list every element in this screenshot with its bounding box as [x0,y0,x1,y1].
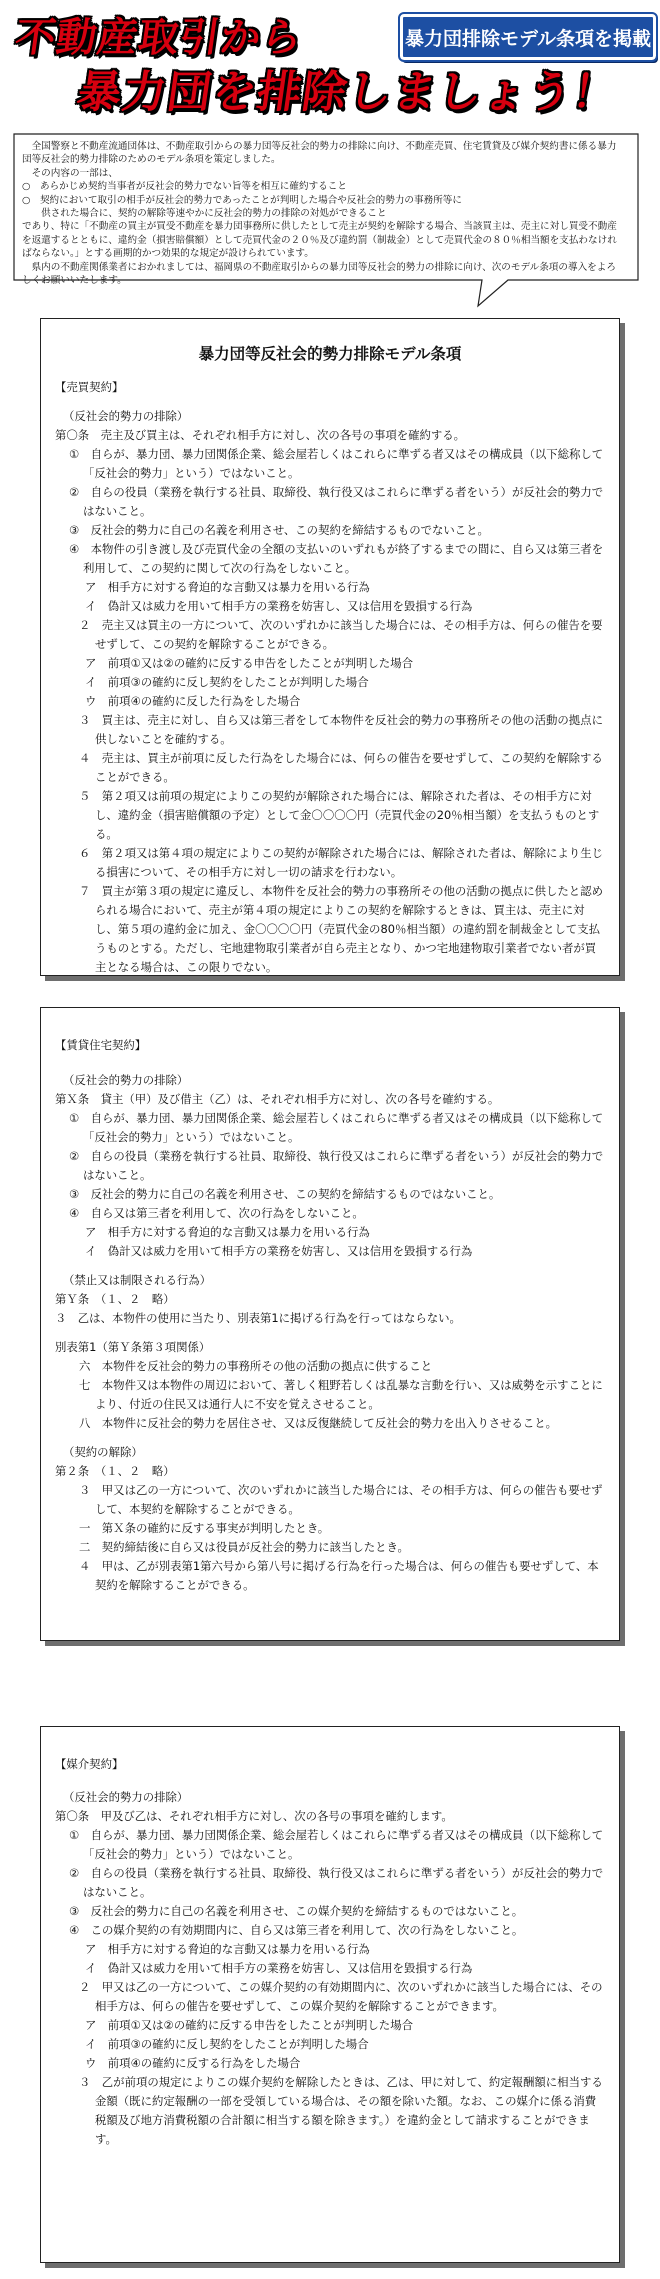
clause-line: ① 自らが、暴力団、暴力団関係企業、総会屋若しくはこれらに準ずる者又はその構成員（以下総称して「反社会的勢力」という）ではないこと。 [69,447,604,480]
clause-line: ② 自らの役員（業務を執行する社員、取締役、執行役又はこれらに準ずる者をいう）が反社会的勢力ではないこと。 [69,485,604,518]
clause-line: ウ 前項④の確約に反する行為をした場合 [85,2056,301,2070]
clause-heading: （禁止又は制限される行為） [63,1273,212,1287]
clause-line: ④ この媒介契約の有効期間内に、自ら又は第三者を利用して、次の行為をしないこと。 [69,1923,524,1937]
intro-text: 全国警察と不動産流通団体は、不動産取引からの暴力団等反社会的勢力の排除に向け、不動産売買、住宅賃貸及び媒介契約書に係る暴力団等反社会的勢力排除のためのモデル条項を策定しました。 その内容の一部は、 ○ あらかじめ契約当事者が反社会的勢力でない旨等を相互に確約すること ○ 契約において取引の相手が反社会的勢力であったことが判明した場合や反社会的勢力の事務所等に 供された場合に、契約の解除等速やかに反社会的勢力の排除の対処ができること であり、特に「不動産の買主が買受不動産を暴力団事務所に供したとして売主が契約を解除する場合、当該買主は、売主に対し買受不動産を返還するとともに、違約金（損害賠償額）として売買代金の２０％及び違約罰（制裁金）として売買代金の８０％相当額を支払わなければならない。」とする画期的かつ効果的な規定が設けられています。 県内の不動産関係業者におかれましては、福岡県の不動産取引からの暴力団等反社会的勢力の排除に向け、次のモデル条項の導入をよろしくお願いいたします。 [22,141,617,287]
clause-line: ④ 本物件の引き渡し及び売買代金の全額の支払いのいずれもが終了するまでの間に、自ら又は第三者を利用して、この契約に関して次の行為をしないこと。 [69,542,604,575]
clause-line: 七 本物件又は本物件の周辺において、著しく粗野若しくは乱暴な言動を行い、又は威勢を示すことにより、付近の住民又は通行人に不安を覚えさせること。 [79,1378,603,1411]
clause-heading: （反社会的勢力の排除） [63,1073,189,1087]
clause-line: 第Ｙ条 （１、２ 略） [55,1292,175,1306]
clause-line: 八 本物件に反社会的勢力を居住させ、又は反復継続して反社会的勢力を出入りさせること。 [79,1416,558,1430]
clause-line: イ 偽計又は威力を用いて相手方の業務を妨害し、又は信用を毀損する行為 [85,1961,473,1975]
clause-line: ア 相手方に対する脅迫的な言動又は暴力を用いる行為 [85,1942,370,1956]
clause-line: 一 第Ｘ条の確約に反する事実が判明したとき。 [79,1521,330,1535]
clause-line: ④ 自ら又は第三者を利用して、次の行為をしないこと。 [69,1206,364,1220]
clause-line: ６ 第２項又は第４項の規定によりこの契約が解除された場合には、解除された者は、解除により生じる損害について、その相手方に対し一切の請求を行わない。 [79,846,603,879]
clause-line: ３ 乙が前項の規定によりこの媒介契約を解除したときは、乙は、甲に対して、約定報酬額に相当する金額（既に約定報酬の一部を受領している場合は、その額を除いた額。なお、この媒介に係る消費税額及び地方消費税額の合計額に相当する額を除きます。）を違約金として請求することができます。 [79,2075,603,2146]
clause-line: 第２条 （１、２ 略） [55,1464,175,1478]
clause-line: ア 相手方に対する脅迫的な言動又は暴力を用いる行為 [85,580,370,594]
banner-headline-line2: 暴力団を排除しましょう！ [73,67,621,118]
brokerage-contract-panel [40,1726,620,2263]
clause-line: ア 前項①又は②の確約に反する申告をしたことが判明した場合 [85,656,413,670]
banner-badge: 暴力団排除モデル条項を掲載 [400,14,656,60]
clause-line: ③ 反社会的勢力に自己の名義を利用させ、この媒介契約を締結するものではないこと。 [69,1904,524,1918]
clause-heading: （契約の解除） [63,1445,143,1459]
clause-line: ４ 売主は、買主が前項に反した行為をした場合には、何らの催告を要せずして、この契約を解除することができる。 [79,751,603,784]
section-label-brokerage: 【媒介契約】 [55,1757,124,1771]
clause-line: ② 自らの役員（業務を執行する社員、取締役、執行役又はこれらに準ずる者をいう）が反社会的勢力ではないこと。 [69,1149,604,1182]
document-title: 暴力団等反社会的勢力排除モデル条項 [198,345,462,363]
lease-contract-panel [40,1007,620,1641]
clause-line: 第〇条 甲及び乙は、それぞれ相手方に対し、次の各号の事項を確約します。 [55,1809,453,1823]
sales-contract-panel [40,318,620,976]
intro-callout [8,130,644,312]
clause-line: ③ 反社会的勢力に自己の名義を利用させ、この契約を締結するものではないこと。 [69,1187,501,1201]
clause-line: 二 契約締結後に自ら又は役員が反社会的勢力に該当したとき。 [79,1540,409,1554]
clause-line: ③ 反社会的勢力に自己の名義を利用させ、この契約を締結するものでないこと。 [69,523,489,537]
clause-line: イ 前項③の確約に反し契約をしたことが判明した場合 [85,2037,369,2051]
clause-line: ① 自らが、暴力団、暴力団関係企業、総会屋若しくはこれらに準ずる者又はその構成員（以下総称して「反社会的勢力」という）ではないこと。 [69,1828,604,1861]
clause-line: ７ 買主が第３項の規定に違反し、本物件を反社会的勢力の事務所その他の活動の拠点に供したと認められる場合において、売主が第４項の規定によりこの契約を解除するときは、買主は、売主に対し、第５項の違約金に加え、金〇〇〇〇円（売買代金の80％相当額）の違約罰を制裁金として支払うものとする。ただし、宅地建物取引業者が自ら売主となり、かつ宅地建物取引業者でない者が買主となる場合は、この限りでない。 [79,884,603,974]
clause-heading: （反社会的勢力の排除） [63,409,189,423]
clause-line: ２ 売主又は買主の一方について、次のいずれかに該当した場合には、その相手方は、何らの催告を要せずして、この契約を解除することができる。 [79,618,603,651]
clause-line: ５ 第２項又は前項の規定によりこの契約が解除された場合には、解除された者は、その相手方に対し、違約金（損害賠償額の予定）として金〇〇〇〇円（売買代金の20％相当額）を支払うものとする。 [79,789,600,841]
clause-line: ① 自らが、暴力団、暴力団関係企業、総会屋若しくはこれらに準ずる者又はその構成員（以下総称して「反社会的勢力」という）ではないこと。 [69,1111,604,1144]
banner [0,0,660,120]
clause-line: ２ 甲又は乙の一方について、この媒介契約の有効期間内に、次のいずれかに該当した場合には、その相手方は、何らの催告を要せずして、この媒介契約を解除することができます。 [79,1980,603,2013]
clause-line: ３ 買主は、売主に対し、自ら又は第三者をして本物件を反社会的勢力の事務所その他の活動の拠点に供しないことを確約する。 [79,713,603,746]
clause-heading: 別表第1（第Ｙ条第３項関係） [55,1340,211,1354]
clause-line: イ 前項③の確約に反し契約をしたことが判明した場合 [85,675,369,689]
banner-headline-line1: 不動産取引から [12,15,306,61]
section-label-sales: 【売買契約】 [55,380,124,394]
clause-line: ４ 甲は、乙が別表第1第六号から第八号に掲げる行為を行った場合は、何らの催告も要せずして、本契約を解除することができる。 [79,1559,599,1592]
clause-line: ア 相手方に対する脅迫的な言動又は暴力を用いる行為 [85,1225,370,1239]
clause-heading: （反社会的勢力の排除） [63,1790,189,1804]
clause-line: ３ 甲又は乙の一方について、次のいずれかに該当した場合には、その相手方は、何らの催告も要せずして、本契約を解除することができる。 [79,1483,603,1516]
clause-line: イ 偽計又は威力を用いて相手方の業務を妨害し、又は信用を毀損する行為 [85,1244,473,1258]
clause-line: ② 自らの役員（業務を執行する社員、取締役、執行役又はこれらに準ずる者をいう）が反社会的勢力ではないこと。 [69,1866,604,1899]
clause-line: ア 前項①又は②の確約に反する申告をしたことが判明した場合 [85,2018,413,2032]
clause-line: 第〇条 売主及び買主は、それぞれ相手方に対し、次の各号の事項を確約する。 [55,428,466,442]
clause-line: ウ 前項④の確約に反した行為をした場合 [85,694,301,708]
clause-line: 六 本物件を反社会的勢力の事務所その他の活動の拠点に供すること [79,1359,433,1373]
clause-line: 第Ｘ条 貸主（甲）及び借主（乙）は、それぞれ相手方に対し、次の各号を確約する。 [55,1092,500,1106]
clause-line: イ 偽計又は威力を用いて相手方の業務を妨害し、又は信用を毀損する行為 [85,599,473,613]
clause-line: ３ 乙は、本物件の使用に当たり、別表第1に掲げる行為を行ってはならない。 [55,1311,461,1325]
section-label-lease: 【賃貸住宅契約】 [55,1038,147,1052]
